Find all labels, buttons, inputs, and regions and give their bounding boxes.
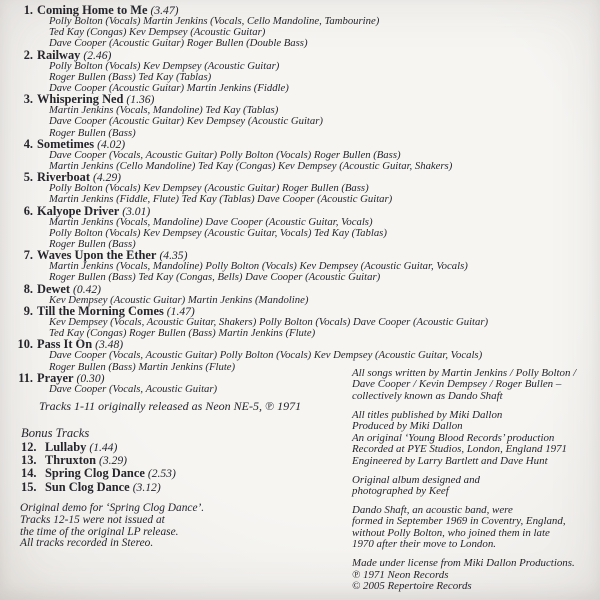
track-credit-line: Dave Cooper (Vocals, Acoustic Guitar) bbox=[49, 382, 218, 395]
track-item bbox=[0, 136, 488, 172]
track-number: 15. bbox=[21, 479, 37, 494]
track-number: 9. bbox=[23, 303, 33, 318]
credits-line: Original album designed and bbox=[352, 473, 480, 486]
track-title: Riverboat bbox=[37, 170, 90, 185]
track-title: Sun Clog Dance bbox=[45, 479, 130, 494]
track-credit-line: Dave Cooper (Vocals, Acoustic Guitar) Polly Bolton (Vocals) Kev Dempsey (Acoustic Guitar, Vocals) bbox=[49, 349, 483, 362]
track-item bbox=[0, 94, 488, 139]
track-duration: (1.44) bbox=[89, 441, 118, 454]
credits-line: All titles published by Miki Dallon bbox=[352, 408, 503, 421]
track-duration: (2.53) bbox=[147, 467, 176, 481]
track-credit-line: Martin Jenkins (Vocals, Mandoline) Ted Kay (Tablas) bbox=[49, 104, 279, 117]
track-number: 13. bbox=[21, 453, 37, 468]
track-title-line bbox=[0, 203, 488, 218]
track-item bbox=[0, 47, 488, 95]
credits-line: Dando Shaft, an acoustic band, were bbox=[352, 504, 513, 517]
track-credit-line: Polly Bolton (Vocals) Kev Dempsey (Acoustic Guitar, Vocals) Ted Kay (Tablas) bbox=[49, 226, 387, 239]
credits-line: without Polly Bolton, who joined them in late bbox=[352, 526, 550, 539]
credits-line: formed in September 1969 in Coventry, England, bbox=[352, 515, 566, 528]
demo-note bbox=[20, 503, 204, 550]
track-title: Sometimes bbox=[37, 136, 95, 151]
track-credit-line: Kev Dempsey (Vocals, Acoustic Guitar, Shakers) Polly Bolton (Vocals) Dave Cooper (Acoustic Guitar) bbox=[49, 315, 489, 328]
demo-note-line: the time of the original LP release. bbox=[20, 525, 179, 538]
bonus-track-list bbox=[21, 441, 176, 494]
credits-line: Engineered by Larry Bartlett and Dave Hunt bbox=[352, 454, 548, 467]
track-number: 5. bbox=[23, 170, 33, 185]
credits-line: 1970 after their move to London. bbox=[352, 538, 496, 551]
credits-line: photographed by Keef bbox=[352, 485, 449, 498]
demo-note-line: Original demo for ‘Spring Clog Dance’. bbox=[20, 502, 205, 514]
track-duration: (4.02) bbox=[97, 137, 126, 151]
credits-paragraph bbox=[352, 505, 598, 551]
track-title: Railway bbox=[37, 47, 81, 62]
track-credit-line: Polly Bolton (Vocals) Martin Jenkins (Vocals, Cello Mandoline, Tambourine) bbox=[49, 15, 380, 28]
track-number: 14. bbox=[21, 466, 37, 481]
track-item bbox=[0, 250, 488, 283]
credits-line: ℗ 1971 Neon Records bbox=[352, 568, 449, 581]
track-duration: (1.36) bbox=[126, 93, 155, 107]
track-number: 12. bbox=[21, 440, 37, 454]
track-credit-line: Dave Cooper (Acoustic Guitar) Martin Jenkins (Fiddle) bbox=[49, 81, 289, 94]
track-duration: (0.30) bbox=[76, 371, 105, 385]
credits-line: All songs written by Martin Jenkins / Polly Bolton / bbox=[352, 367, 577, 379]
track-item bbox=[0, 281, 488, 306]
track-duration: (0.42) bbox=[73, 282, 102, 296]
track-title: Dewet bbox=[37, 281, 71, 296]
credits-paragraph bbox=[352, 558, 598, 592]
bonus-tracks-heading: Bonus Tracks bbox=[21, 426, 90, 440]
credits-line: An original ‘Young Blood Records’ production bbox=[352, 431, 555, 444]
credits-paragraph bbox=[352, 475, 598, 498]
track-title: Waves Upon the Ether bbox=[37, 248, 157, 263]
track-number: 4. bbox=[23, 136, 33, 151]
track-item bbox=[0, 5, 488, 50]
track-item bbox=[0, 203, 488, 251]
track-credit-line: Dave Cooper (Vocals, Acoustic Guitar) Polly Bolton (Vocals) Roger Bullen (Bass) bbox=[49, 148, 401, 161]
track-credit-line: Polly Bolton (Vocals) Kev Dempsey (Acoustic Guitar) Roger Bullen (Bass) bbox=[49, 182, 369, 195]
track-credit-line: Ted Kay (Congas) Kev Dempsey (Acoustic Guitar) bbox=[49, 26, 266, 39]
track-number: 1. bbox=[23, 3, 33, 17]
track-number: 2. bbox=[23, 47, 33, 62]
track-duration: (4.29) bbox=[93, 171, 122, 185]
track-title: Kalyope Driver bbox=[37, 203, 120, 218]
track-title: Prayer bbox=[37, 370, 74, 385]
track-duration: (1.47) bbox=[166, 304, 195, 318]
track-number: 7. bbox=[23, 248, 33, 263]
credits-line: Made under license from Miki Dallon Productions. bbox=[352, 557, 575, 570]
track-number: 10. bbox=[17, 337, 33, 352]
track-list bbox=[0, 5, 488, 395]
bonus-track-item bbox=[21, 481, 176, 494]
track-item bbox=[0, 303, 489, 340]
credits-line: collectively known as Dando Shaft bbox=[352, 389, 503, 402]
track-duration: (3.29) bbox=[98, 454, 127, 468]
credits-paragraph bbox=[352, 368, 598, 402]
track-number: 6. bbox=[23, 203, 33, 218]
track-credit-line: Roger Bullen (Bass) bbox=[49, 237, 136, 250]
track-credit-line: Dave Cooper (Acoustic Guitar) Roger Bullen (Double Bass) bbox=[49, 37, 308, 50]
credits-line: Produced by Miki Dallon bbox=[352, 420, 463, 433]
track-credit-line: Martin Jenkins (Vocals, Mandoline) Polly Bolton (Vocals) Kev Dempsey (Acoustic Guitar, Vocals) bbox=[49, 260, 468, 273]
credits-line: © 2005 Repertoire Records bbox=[352, 580, 472, 593]
credits-column bbox=[352, 368, 598, 600]
track-credit-line: Dave Cooper (Acoustic Guitar) Kev Dempsey (Acoustic Guitar) bbox=[49, 115, 323, 128]
track-title: Thruxton bbox=[45, 453, 96, 468]
track-duration: (4.35) bbox=[159, 249, 188, 263]
track-duration: (3.47) bbox=[150, 4, 179, 17]
track-credit-line: Kev Dempsey (Acoustic Guitar) Martin Jenkins (Mandoline) bbox=[49, 293, 309, 306]
track-title-line bbox=[0, 281, 488, 296]
credits-paragraph bbox=[352, 410, 598, 467]
track-number: 11. bbox=[18, 370, 33, 385]
track-duration: (3.12) bbox=[132, 480, 161, 494]
track-credit-line: Roger Bullen (Bass) bbox=[49, 126, 136, 139]
track-credit-line: Polly Bolton (Vocals) Kev Dempsey (Acoustic Guitar) bbox=[49, 59, 280, 72]
demo-note-line: Tracks 12-15 were not issued at bbox=[20, 513, 165, 526]
track-title: Coming Home to Me bbox=[37, 3, 148, 17]
track-credit-line: Roger Bullen (Bass) Martin Jenkins (Flute) bbox=[49, 360, 236, 373]
track-duration: (3.48) bbox=[95, 338, 124, 352]
track-number: 3. bbox=[23, 92, 33, 107]
track-title: Pass It On bbox=[37, 337, 93, 352]
track-title: Lullaby bbox=[45, 440, 87, 454]
track-title: Spring Clog Dance bbox=[45, 466, 145, 481]
track-title: Whispering Ned bbox=[37, 92, 124, 107]
release-note: Tracks 1-11 originally released as Neon NE-5, ℗ 1971 bbox=[39, 399, 302, 413]
demo-note-line: All tracks recorded in Stereo. bbox=[20, 537, 154, 550]
track-number: 8. bbox=[23, 281, 33, 296]
track-credit-line: Martin Jenkins (Fiddle, Flute) Ted Kay (Tablas) Dave Cooper (Acoustic Guitar) bbox=[49, 193, 393, 206]
credits-line: Dave Cooper / Kevin Dempsey / Roger Bullen – bbox=[352, 378, 562, 391]
track-duration: (2.46) bbox=[83, 48, 112, 62]
track-credit-line: Martin Jenkins (Vocals, Mandoline) Dave Cooper (Acoustic Guitar, Vocals) bbox=[49, 215, 373, 228]
track-credit-line: Ted Kay (Congas) Roger Bullen (Bass) Martin Jenkins (Flute) bbox=[49, 327, 316, 340]
track-duration: (3.01) bbox=[122, 204, 151, 218]
track-title: Till the Morning Comes bbox=[37, 303, 164, 318]
track-credit-line: Roger Bullen (Bass) Ted Kay (Tablas) bbox=[49, 70, 212, 83]
credits-line: Recorded at PYE Studios, London, England 1971 bbox=[352, 443, 567, 456]
track-credit-line: Roger Bullen (Bass) Ted Kay (Congas, Bells) Dave Cooper (Acoustic Guitar) bbox=[49, 271, 381, 284]
track-item bbox=[0, 172, 488, 205]
track-credit-line: Martin Jenkins (Cello Mandoline) Ted Kay (Congas) Kev Dempsey (Acoustic Guitar, Shakers) bbox=[49, 159, 453, 172]
